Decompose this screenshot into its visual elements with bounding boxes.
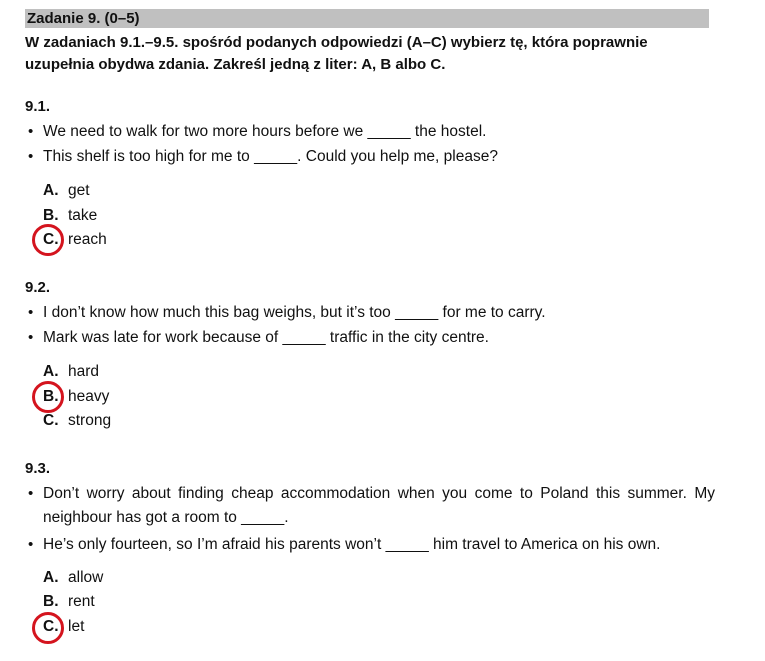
bullet-icon: •: [28, 536, 34, 553]
option-text: get: [68, 182, 90, 199]
option-letter: A.: [43, 182, 59, 199]
option-text: strong: [68, 412, 112, 429]
option-letter: B.: [43, 388, 59, 405]
answer-option[interactable]: [43, 566, 103, 590]
question-sentence: [25, 482, 715, 530]
answer-option[interactable]: [43, 179, 90, 203]
sentence-text: He’s only fourteen, so I’m afraid his parents won’t _____ him travel to America on his own.: [43, 536, 661, 553]
task-title: Zadanie 9. (0–5): [27, 10, 140, 27]
option-text: reach: [68, 231, 107, 248]
question-sentence: [25, 145, 715, 169]
question-number: 9.1.: [25, 98, 51, 115]
option-letter: C.: [43, 231, 59, 248]
sentence-text: Don’t worry about finding cheap accommodation when you come to Poland this summer. My neighbour has got a room to _____.: [43, 485, 715, 526]
bullet-icon: •: [28, 485, 34, 502]
answer-circle-mark: [32, 381, 64, 413]
task-instructions: W zadaniach 9.1.–9.5. spośród podanych odpowiedzi (A–C) wybierz tę, która poprawnie uzupełnia obydwa zdania. Zakreśl jedną z liter: A, B albo C.: [25, 34, 648, 73]
option-text: rent: [68, 593, 95, 610]
answer-circle-mark: [32, 612, 64, 644]
sentence-text: This shelf is too high for me to _____. Could you help me, please?: [43, 148, 498, 165]
question-number: 9.2.: [25, 279, 51, 296]
bullet-icon: •: [28, 304, 34, 321]
option-letter: C.: [43, 412, 59, 429]
option-letter: A.: [43, 569, 59, 586]
question-sentence: [25, 533, 715, 557]
option-text: allow: [68, 569, 104, 586]
option-letter: B.: [43, 207, 59, 224]
option-letter: C.: [43, 618, 59, 635]
question-number: 9.3.: [25, 460, 51, 477]
option-text: hard: [68, 363, 100, 380]
question-sentence: [25, 301, 715, 325]
sentence-text: I don’t know how much this bag weighs, but it’s too _____ for me to carry.: [43, 304, 546, 321]
bullet-icon: •: [28, 148, 34, 165]
answer-option[interactable]: [43, 409, 111, 433]
answer-circle-mark: [32, 224, 64, 256]
option-letter: B.: [43, 593, 59, 610]
question-sentence: [25, 326, 715, 350]
task-header-bar: [25, 9, 709, 28]
bullet-icon: •: [28, 123, 34, 140]
option-text: heavy: [68, 388, 110, 405]
option-letter: A.: [43, 363, 59, 380]
option-text: let: [68, 618, 85, 635]
answer-option[interactable]: [43, 590, 95, 614]
sentence-text: Mark was late for work because of _____ traffic in the city centre.: [43, 329, 489, 346]
option-text: take: [68, 207, 98, 224]
bullet-icon: •: [28, 329, 34, 346]
question-sentence: [25, 120, 715, 144]
sentence-text: We need to walk for two more hours before we _____ the hostel.: [43, 123, 487, 140]
